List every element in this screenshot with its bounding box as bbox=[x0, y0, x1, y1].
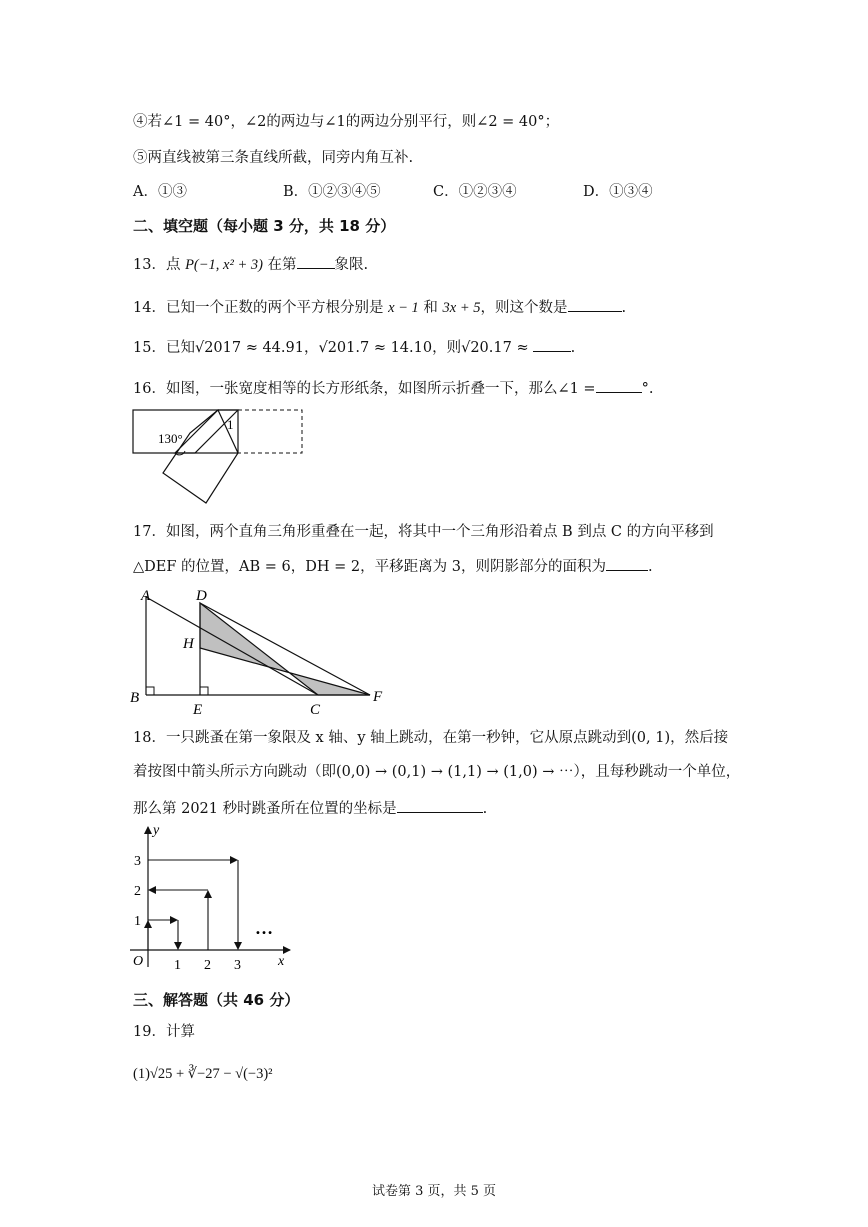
figure-17-triangles bbox=[128, 585, 398, 720]
q15-answer-blank[interactable] bbox=[533, 337, 571, 352]
option-b: B．①②③④⑤ bbox=[283, 184, 381, 200]
right-angle-b bbox=[146, 687, 154, 695]
question-17-line-2 bbox=[133, 556, 653, 577]
question-19-part-1: (1)√25 + ∛−27 − √(−3)² bbox=[133, 1066, 273, 1082]
label-e: E bbox=[193, 702, 203, 718]
q15-end: . bbox=[570, 340, 576, 356]
q16-text: 16．如图，一张宽度相等的长方形纸条，如图所示折叠一下，那么∠1 = bbox=[133, 381, 596, 397]
label-b: B bbox=[130, 690, 140, 706]
figure-18-flea-path bbox=[125, 822, 300, 972]
option-d: D．①③④ bbox=[583, 184, 653, 200]
section-heading-solve: 三、解答题（共 46 分） bbox=[133, 991, 300, 1009]
q13-text: 在第 bbox=[262, 257, 297, 273]
question-13 bbox=[133, 254, 368, 275]
statement-5: ⑤两直线被第三条直线所截，同旁内角互补. bbox=[133, 150, 414, 166]
label-f: F bbox=[373, 689, 383, 705]
label-a: A bbox=[141, 588, 151, 604]
y-tick-2: 2 bbox=[134, 884, 141, 899]
strip-folded-dashed-outline bbox=[238, 410, 302, 453]
x-axis-label: x bbox=[278, 954, 285, 969]
x-tick-3: 3 bbox=[234, 958, 241, 973]
q14-expression-1: x − 1 bbox=[388, 300, 419, 316]
angle-130-label: 130° bbox=[158, 431, 183, 446]
q14-text: ，则这个数是 bbox=[480, 300, 568, 316]
label-h: H bbox=[183, 636, 194, 652]
q16-end: °. bbox=[641, 381, 654, 397]
label-d: D bbox=[196, 588, 207, 604]
question-19-title: 19．计算 bbox=[133, 1024, 195, 1040]
question-18-line-2: 着按图中箭头所示方向跳动（即(0,0) → (0,1) → (1,1) → (1,0) → ⋯），且每秒跳动一个单位， bbox=[133, 764, 741, 780]
right-angle-e bbox=[200, 687, 208, 695]
q18-end: . bbox=[482, 801, 488, 817]
q17-end: . bbox=[647, 559, 653, 575]
q14-and: 和 bbox=[418, 300, 443, 316]
option-a: A．①③ bbox=[133, 184, 187, 200]
q14-expression-2: 3x + 5 bbox=[442, 300, 481, 316]
q13-point-expression: P(−1, x² + 3) bbox=[185, 257, 263, 273]
q18-answer-blank[interactable] bbox=[397, 798, 483, 813]
question-18-line-3 bbox=[133, 798, 487, 819]
q17-text: △DEF 的位置，AB = 6，DH = 2，平移距离为 3，则阴影部分的面积为 bbox=[133, 559, 606, 575]
triangle-abc bbox=[146, 597, 318, 695]
q17-answer-blank[interactable] bbox=[606, 556, 648, 571]
q18-text: 那么第 2021 秒时跳蚤所在位置的坐标是 bbox=[133, 801, 397, 817]
question-18-line-1: 18．一只跳蚤在第一象限及 x 轴、y 轴上跳动，在第一秒钟，它从原点跳动到(0, 1)，然后接 bbox=[133, 730, 729, 746]
section-heading-fill-blank: 二、填空题（每小题 3 分，共 18 分） bbox=[133, 217, 396, 235]
q13-answer-blank[interactable] bbox=[297, 254, 335, 269]
page-footer: 试卷第 3 页，共 5 页 bbox=[371, 1184, 497, 1199]
statement-4: ④若∠1 = 40°，∠2的两边与∠1的两边分别平行，则∠2 = 40°； bbox=[133, 114, 560, 130]
label-c: C bbox=[310, 702, 321, 718]
y-axis-label: y bbox=[153, 823, 160, 838]
continuation-ellipsis: … bbox=[255, 918, 273, 938]
q14-answer-blank[interactable] bbox=[568, 297, 622, 312]
question-17-line-1: 17．如图，两个直角三角形重叠在一起，将其中一个三角形沿着点 B 到点 C 的方向平移到 bbox=[133, 524, 714, 540]
strip-left-part bbox=[133, 410, 238, 453]
figure-16-folded-strip bbox=[130, 405, 310, 510]
question-15 bbox=[133, 337, 575, 358]
q14-prefix: 14．已知一个正数的两个平方根分别是 bbox=[133, 300, 389, 316]
question-16 bbox=[133, 378, 653, 399]
q13-prefix: 13．点 bbox=[133, 257, 186, 273]
origin-label: O bbox=[133, 954, 144, 969]
q14-end: . bbox=[621, 300, 627, 316]
question-14 bbox=[133, 297, 626, 318]
option-c: C．①②③④ bbox=[433, 184, 517, 200]
x-tick-1: 1 bbox=[174, 958, 181, 973]
q15-text: 15．已知√2017 ≈ 44.91，√201.7 ≈ 14.10，则√20.17 ≈ bbox=[133, 340, 529, 356]
x-tick-2: 2 bbox=[204, 958, 211, 973]
y-tick-3: 3 bbox=[134, 854, 141, 869]
q16-answer-blank[interactable] bbox=[596, 378, 642, 393]
angle-1-label: 1 bbox=[227, 417, 234, 432]
y-tick-1: 1 bbox=[134, 914, 141, 929]
q13-end: 象限. bbox=[334, 257, 369, 273]
